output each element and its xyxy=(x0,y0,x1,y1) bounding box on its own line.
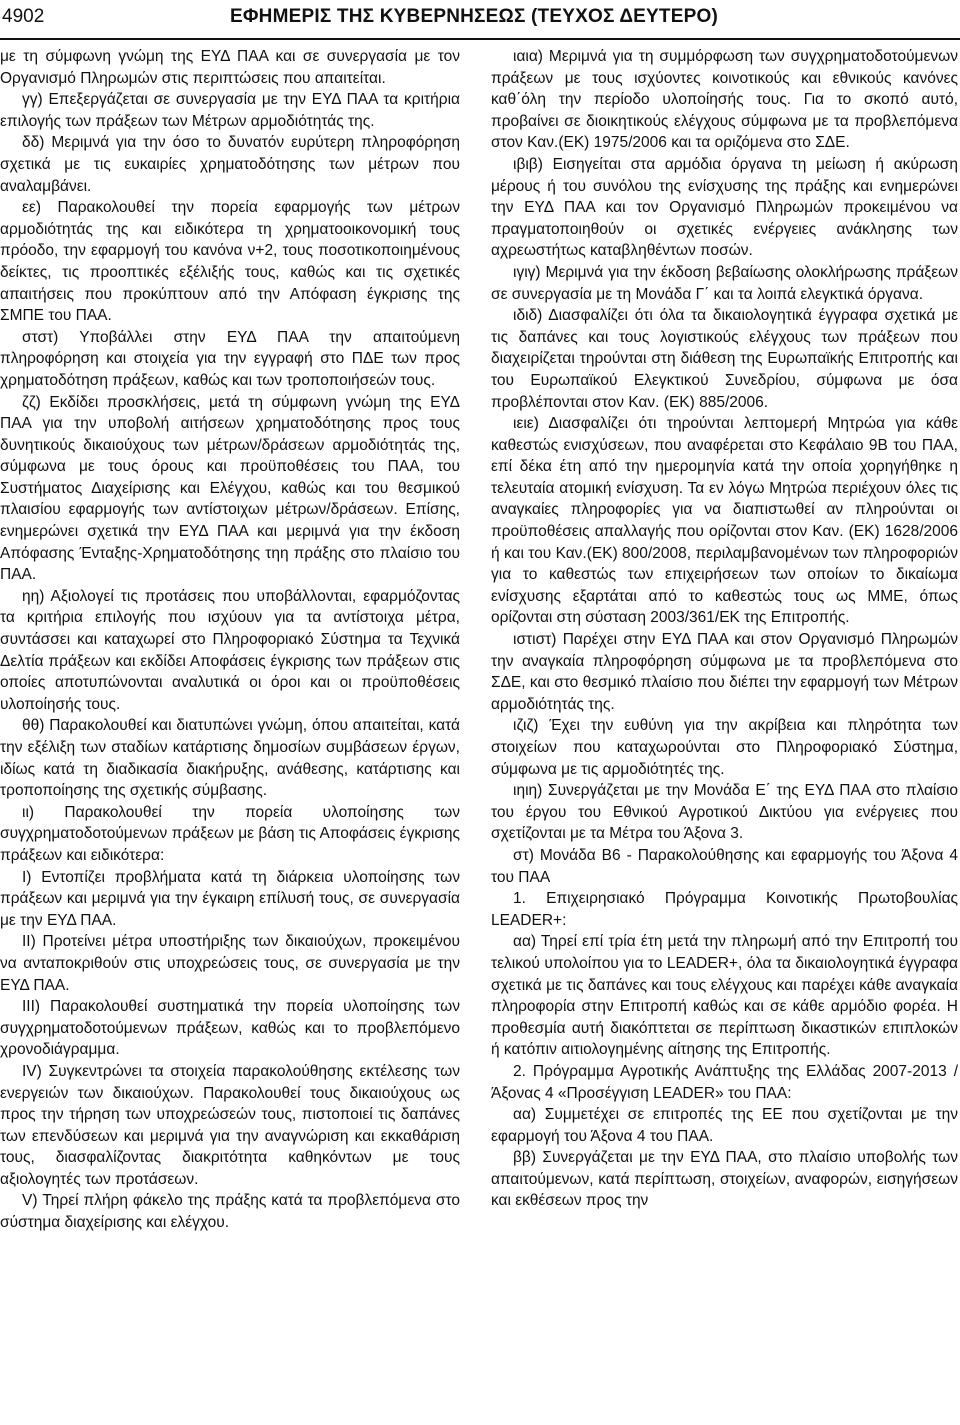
paragraph: στ) Μονάδα Β6 - Παρακολούθησης και εφαρμογής του Άξονα 4 του ΠΑΑ xyxy=(491,846,958,886)
paragraph: ιαια) Μεριμνά για τη συμμόρφωση των συγχρηματοδοτούμενων πράξεων με τους ισχύοντες κοινοτικούς και εθνικούς κανόνες καθ΄όλη την περίοδο υλοποίησής τους. Για το σκοπό αυτό, προβαίνει σε διοικητικούς ελέγχους σύμφωνα με τα προβλεπόμενα στον Καν.(ΕΚ) 1975/2006 και τα οριζόμενα στο ΣΔΕ. xyxy=(491,48,958,152)
paragraph: ιζιζ) Έχει την ευθύνη για την ακρίβεια και πληρότητα των στοιχείων που καταχωρούνται στο Πληροφοριακό Σύστημα, σύμφωνα με τις αρμοδιότητές της. xyxy=(491,717,958,778)
paragraph: ιδιδ) Διασφαλίζει ότι όλα τα δικαιολογητικά έγγραφα σχετικά με τις δαπάνες και τους λογιστικούς ελέγχους των πράξεων που διαχειρίζεται τηρούνται στη διάθεση της Ευρωπαϊκής Επιτροπής και του Ευρωπαϊκού Ελεγκτικού Συνεδρίου, σύμφωνα με όσα προβλέπονται στον Καν. (ΕΚ) 885/2006. xyxy=(491,307,958,411)
page-number: 4902 xyxy=(2,6,45,27)
paragraph: ιβιβ) Εισηγείται στα αρμόδια όργανα τη μείωση ή ακύρωση μέρους ή του συνόλου της ενίσχυσης της πράξης και ενημερώνει την ΕΥΔ ΠΑΑ και τον Οργανισμό Πληρωμών προκειμένου να πραγματοποιηθούν οι σχετικές ενέργειες ανάκλησης των αχρεωστήτως καταβληθέντων ποσών. xyxy=(491,155,958,260)
paragraph: με τη σύμφωνη γνώμη της ΕΥΔ ΠΑΑ και σε συνεργασία με τον Οργανισμό Πληρωμών στις περιπτώσεις που απαιτείται. xyxy=(0,48,460,87)
paragraph: 2. Πρόγραμμα Αγροτικής Ανάπτυξης της Ελλάδας 2007-2013 / Άξονας 4 «Προσέγγιση LEADER» του ΠΑΑ: xyxy=(491,1062,958,1102)
paragraph: ιι) Παρακολουθεί την πορεία υλοποίησης των συγχρηματοδοτούμενων πράξεων με βάση τις Αποφάσεις έγκρισης πράξεων και ειδικότερα: xyxy=(0,803,460,864)
paragraph: ΙΙΙ) Παρακολουθεί συστηματικά την πορεία υλοποίησης των συγχρηματοδοτούμενων πράξεων, καθώς και το προβλεπόμενο χρονοδιάγραμμα. xyxy=(0,998,460,1059)
right-column xyxy=(491,46,958,1421)
paragraph: Ι) Εντοπίζει προβλήματα κατά τη διάρκεια υλοποίησης των πράξεων και μεριμνά για την έγκαιρη επίλυσή τους, σε συνεργασία με την ΕΥΔ ΠΑΑ. xyxy=(0,868,460,929)
paragraph: θθ) Παρακολουθεί και διατυπώνει γνώμη, όπου απαιτείται, κατά την εξέλιξη των σταδίων κατάρτισης δημοσίων συμβάσεων έργων, ιδίως κατά τη διαδικασία διακήρυξης, ανάθεσης, κατάρτισης και τροποποίησης της σχετικής σύμβασης. xyxy=(0,717,460,800)
paragraph: αα) Συμμετέχει σε επιτροπές της ΕΕ που σχετίζονται με την εφαρμογή του Άξονα 4 του ΠΑΑ. xyxy=(491,1106,958,1145)
paragraph: αα) Τηρεί επί τρία έτη μετά την πληρωμή από την Επιτροπή του τελικού υπολοίπου για το LEADER+, όλα τα δικαιολογητικά έγγραφα σχετικά με τις δαπάνες και τους ελέγχους και παρέχει κάθε αναγκαία πληροφορία στην Επιτροπή καθώς και σε κάθε αρμόδιο φορέα. Η προθεσμία αυτή διακόπτεται σε περίπτωση δικαστικών επιπλοκών ή κατόπιν αιτιολογημένης αίτησης της Επιτροπής. xyxy=(491,933,958,1059)
gazette-title: ΕΦΗΜΕΡΙΣ ΤΗΣ ΚΥΒΕΡΝΗΣΕΩΣ (ΤΕΥΧΟΣ ΔΕΥΤΕΡΟ) xyxy=(230,6,718,27)
left-column xyxy=(0,46,460,1421)
paragraph: ιγιγ) Μεριμνά για την έκδοση βεβαίωσης ολοκλήρωσης πράξεων σε συνεργασία με τη Μονάδα Γ΄ και τα λοιπά ελεγκτικά όργανα. xyxy=(491,263,958,303)
paragraph: ιηιη) Συνεργάζεται με την Μονάδα Ε΄ της ΕΥΔ ΠΑΑ στο πλαίσιο του έργου του Εθνικού Αγροτικού Δικτύου για ενέργειες που σχετίζονται με τα Μέτρα του Άξονα 3. xyxy=(491,782,958,843)
paragraph: ΙΙ) Προτείνει μέτρα υποστήριξης των δικαιούχων, προκειμένου να ανταποκριθούν στις υποχρεώσεις τους, σε συνεργασία με την ΕΥΔ ΠΑΑ. xyxy=(0,933,460,994)
paragraph: ηη) Αξιολογεί τις προτάσεις που υποβάλλονται, εφαρμόζοντας τα κριτήρια επιλογής που ισχύουν για τα αντίστοιχα μέτρα, συντάσσει και καταχωρεί στο Πληροφοριακό Σύστημα τα Τεχνικά Δελτία πράξεων και εκδίδει Αποφάσεις έγκρισης των πράξεων στις οποίες αποτυπώνονται αναλυτικά οι όροι και οι προϋποθέσεις υλοποίησής τους. xyxy=(0,587,460,713)
paragraph: γγ) Επεξεργάζεται σε συνεργασία με την ΕΥΔ ΠΑΑ τα κριτήρια επιλογής των πράξεων των Μέτρων αρμοδιότητάς της. xyxy=(0,91,460,130)
paragraph: ΙV) Συγκεντρώνει τα στοιχεία παρακολούθησης εκτέλεσης των ενεργειών των δικαιούχων. Παρακολουθεί τους δικαιούχους ως προς την τήρηση των υποχρεώσεών τους, πιστοποιεί τις δαπάνες των επενδύσεων και μεριμνά για την αναγνώριση και εκκαθάριση τους, διασφαλίζοντας διακριτότητα καθηκόντων με τους αξιολογητές των προτάσεων. xyxy=(0,1062,460,1188)
paragraph: εε) Παρακολουθεί την πορεία εφαρμογής των μέτρων αρμοδιότητάς της και ειδικότερα τη χρηματοοικονομική τους πρόοδο, την εφαρμογή του κανόνα ν+2, τους ποσοτικοποιημένους δείκτες, τις προοπτικές εξέλιξής τους, καθώς και τις σχετικές απαιτήσεις που προκύπτουν από την Απόφαση έγκρισης της ΣΜΠΕ του ΠΑΑ. xyxy=(0,199,460,325)
paragraph: ιειε) Διασφαλίζει ότι τηρούνται λεπτομερή Μητρώα για κάθε καθεστώς ενισχύσεων, που αναφέρεται στο Κεφάλαιο 9Β του ΠΑΑ, επί δέκα έτη από την ημερομηνία κατά την οποία χορηγήθηκε η τελευταία ατομική ενίσχυση. Τα εν λόγω Μητρώα περιέχουν όλες τις αναγκαίες πληροφορίες για να διαπιστωθεί αν πληρούνται οι προϋποθέσεις απαλλαγής που ορίζονται στον Καν. (ΕΚ) 1628/2006 ή και του Καν.(ΕΚ) 800/2008, περιλαμβανομένων των πληροφοριών για το καθεστώς των επιχειρήσεων των οποίων το δικαίωμα ενίσχυσης εξαρτάται από το καθεστώς τους ως ΜΜΕ, όπως ορίζονται στη σύσταση 2003/361/ΕΚ της Επιτροπής. xyxy=(491,415,958,627)
paragraph: V) Τηρεί πλήρη φάκελο της πράξης κατά τα προβλεπόμενα στο σύστημα διαχείρισης και ελέγχου. xyxy=(0,1192,460,1232)
paragraph: 1. Επιχειρησιακό Πρόγραμμα Κοινοτικής Πρωτοβουλίας LEADER+: xyxy=(491,890,958,929)
paragraph: στστ) Υποβάλλει στην ΕΥΔ ΠΑΑ την απαιτούμενη πληροφόρηση και στοιχεία για την εγγραφή στο ΠΔΕ των προς χρηματοδότηση πράξεων, καθώς και των τροποποιήσεών τους. xyxy=(0,328,460,389)
page-header xyxy=(0,0,960,40)
paragraph: ιστιστ) Παρέχει στην ΕΥΔ ΠΑΑ και στον Οργανισμό Πληρωμών την αναγκαία πληροφόρηση σύμφωνα με τα προβλεπόμενα στο ΣΔΕ, και στο θεσμικό πλαίσιο που διέπει την εφαρμογή των Μέτρων αρμοδιότητάς της. xyxy=(491,631,958,713)
paragraph: δδ) Μεριμνά για την όσο το δυνατόν ευρύτερη πληροφόρηση σχετικά με τις ευκαιρίες χρηματοδότησης των μέτρων που αναλαμβάνει. xyxy=(0,134,460,195)
paragraph: ββ) Συνεργάζεται με την ΕΥΔ ΠΑΑ, στο πλαίσιο υποβολής των απαιτούμενων, κατά περίπτωση, στοιχείων, αναφορών, εισηγήσεων και εκθέσεων προς την xyxy=(491,1149,958,1210)
paragraph: ζζ) Εκδίδει προσκλήσεις, μετά τη σύμφωνη γνώμη της ΕΥΔ ΠΑΑ για την υποβολή αιτήσεων χρηματοδότησης προς τους δυνητικούς δικαιούχους των μέτρων/δράσεων αρμοδιότητάς της, σύμφωνα με τους όρους και προϋποθέσεις του ΠΑΑ, του Συστήματος Διαχείρισης και Ελέγχου, καθώς και του θεσμικού πλαισίου εφαρμογής των αντίστοιχων μέτρων/δράσεων. Επίσης, ενημερώνει σχετικά την ΕΥΔ ΠΑΑ και μεριμνά για την έκδοση Απόφασης Ένταξης-Χρηματοδότησης τηη πράξης στο πλαίσιο του ΠΑΑ. xyxy=(0,393,460,584)
